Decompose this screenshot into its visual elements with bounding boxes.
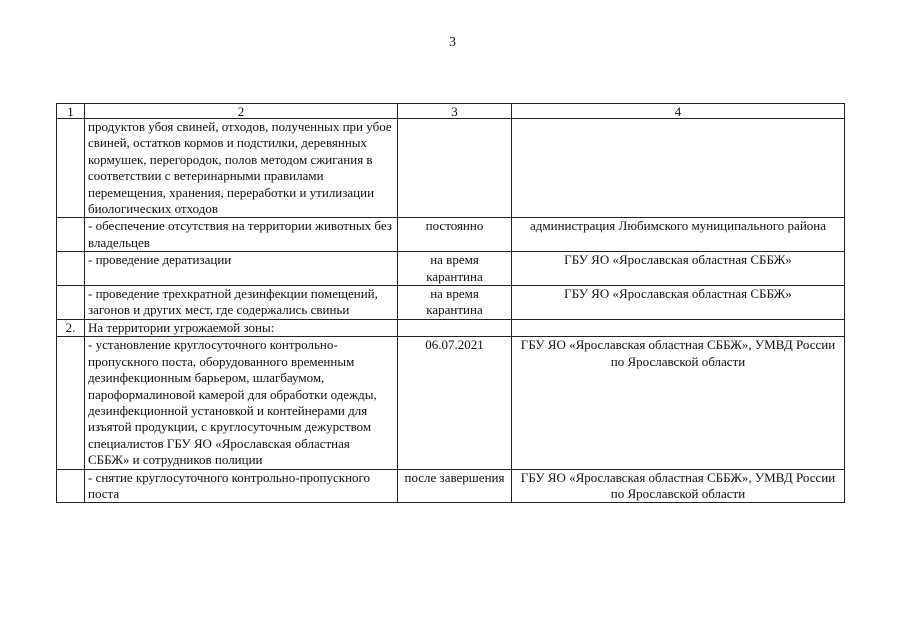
header-col-1: 1: [57, 104, 85, 119]
measure-responsible: администрация Любимского муниципального района: [512, 218, 845, 252]
section-title: На территории угрожаемой зоны:: [85, 319, 398, 336]
measure-term: после завершения: [398, 469, 512, 503]
measure-text: - снятие круглосуточного контрольно-пропускного поста: [85, 469, 398, 503]
measure-text: продуктов убоя свиней, отходов, полученных при убое свиней, остатков кормов и подстилки, деревянных кормушек, перегородок, полов методом сжигания в соответствии с ветеринарными правилами перемещения, хранения, переработки и утилизации биологических отходов: [85, 119, 398, 218]
measure-responsible: ГБУ ЯО «Ярославская областная СББЖ», УМВД России по Ярославской области: [512, 337, 845, 469]
table-row: [57, 119, 845, 218]
header-col-2: 2: [85, 104, 398, 119]
page-number: 3: [449, 35, 456, 50]
table-row: [57, 337, 845, 469]
measure-term: [398, 119, 512, 218]
measure-term: постоянно: [398, 218, 512, 252]
table-row: [57, 286, 845, 320]
measure-responsible: ГБУ ЯО «Ярославская областная СББЖ», УМВД России по Ярославской области: [512, 469, 845, 503]
row-number: [57, 252, 85, 286]
table-row: [57, 252, 845, 286]
measures-table: [56, 103, 845, 503]
measure-text: - проведение трехкратной дезинфекции помещений, загонов и других мест, где содержались свиньи: [85, 286, 398, 320]
row-number: [57, 286, 85, 320]
section-row: [57, 319, 845, 336]
measure-responsible: [512, 319, 845, 336]
section-number: 2.: [57, 319, 85, 336]
measure-term: на время карантина: [398, 252, 512, 286]
table-row: [57, 469, 845, 503]
header-col-3: 3: [398, 104, 512, 119]
measure-responsible: ГБУ ЯО «Ярославская областная СББЖ»: [512, 286, 845, 320]
row-number: [57, 119, 85, 218]
measure-term: на время карантина: [398, 286, 512, 320]
table-row: [57, 218, 845, 252]
header-col-4: 4: [512, 104, 845, 119]
measure-text: - установление круглосуточного контрольно-пропускного поста, оборудованного временным дезинфекционным барьером, шлагбаумом, пароформалиновой камерой для обработки одежды, дезинфекционной установкой и контейнерами для изъятой продукции, с круглосуточным дежурством специалистов ГБУ ЯО «Ярославская областная СББЖ» и сотрудников полиции: [85, 337, 398, 469]
row-number: [57, 337, 85, 469]
row-number: [57, 218, 85, 252]
measure-term: [398, 319, 512, 336]
measure-responsible: [512, 119, 845, 218]
measure-text: - проведение дератизации: [85, 252, 398, 286]
measure-responsible: ГБУ ЯО «Ярославская областная СББЖ»: [512, 252, 845, 286]
row-number: [57, 469, 85, 503]
measure-text: - обеспечение отсутствия на территории животных без владельцев: [85, 218, 398, 252]
measure-term: 06.07.2021: [398, 337, 512, 469]
table-header-row: [57, 104, 845, 119]
